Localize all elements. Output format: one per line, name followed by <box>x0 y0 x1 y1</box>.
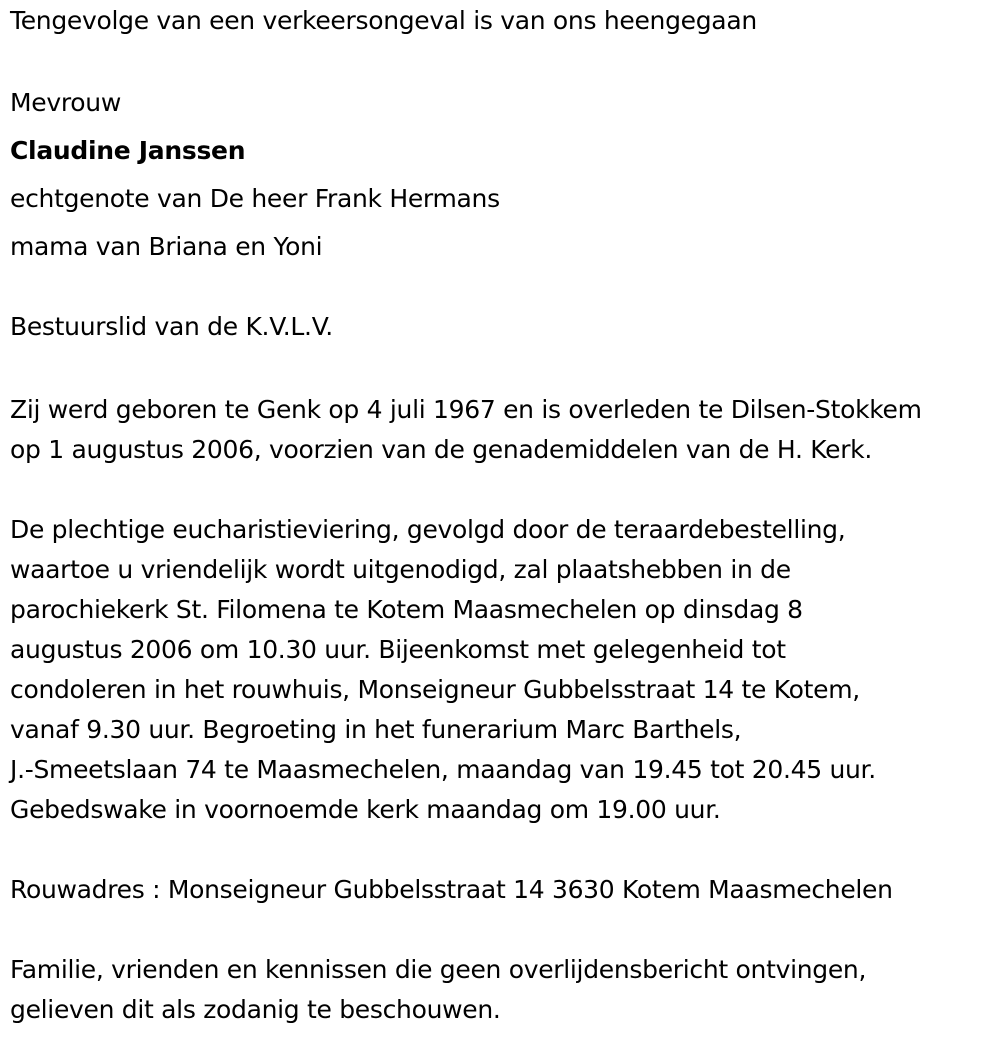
closing-paragraph <box>10 950 866 1030</box>
paragraph-line: augustus 2006 om 10.30 uur. Bijeenkomst met gelegenheid tot <box>10 635 786 664</box>
honorific-title: Mevrouw <box>10 88 121 117</box>
paragraph-line: waartoe u vriendelijk wordt uitgenodigd, zal plaatshebben in de <box>10 555 791 584</box>
spouse-line: echtgenote van De heer Frank Hermans <box>10 184 500 213</box>
service-paragraph <box>10 510 876 830</box>
paragraph-line: Gebedswake in voornoemde kerk maandag om 19.00 uur. <box>10 795 721 824</box>
paragraph-line: gelieven dit als zodanig te beschouwen. <box>10 995 501 1024</box>
paragraph-line: De plechtige eucharistieviering, gevolgd door de teraardebestelling, <box>10 515 846 544</box>
paragraph-line: condoleren in het rouwhuis, Monseigneur Gubbelsstraat 14 te Kotem, <box>10 675 860 704</box>
paragraph-line: vanaf 9.30 uur. Begroeting in het funerarium Marc Barthels, <box>10 715 742 744</box>
paragraph-line: parochiekerk St. Filomena te Kotem Maasmechelen op dinsdag 8 <box>10 595 803 624</box>
mourning-address <box>10 870 893 910</box>
birth-death-paragraph <box>10 390 922 470</box>
intro-text: Tengevolge van een verkeersongeval is van ons heengegaan <box>10 6 757 35</box>
children-line: mama van Briana en Yoni <box>10 232 323 261</box>
role-line: Bestuurslid van de K.V.L.V. <box>10 312 333 341</box>
deceased-name: Claudine Janssen <box>10 136 246 165</box>
paragraph-line: Zij werd geboren te Genk op 4 juli 1967 en is overleden te Dilsen-Stokkem <box>10 395 922 424</box>
address-line: Rouwadres : Monseigneur Gubbelsstraat 14 3630 Kotem Maasmechelen <box>10 875 893 904</box>
paragraph-line: op 1 augustus 2006, voorzien van de genademiddelen van de H. Kerk. <box>10 435 873 464</box>
paragraph-line: J.-Smeetslaan 74 te Maasmechelen, maandag van 19.45 tot 20.45 uur. <box>10 755 876 784</box>
paragraph-line: Familie, vrienden en kennissen die geen overlijdensbericht ontvingen, <box>10 955 867 984</box>
